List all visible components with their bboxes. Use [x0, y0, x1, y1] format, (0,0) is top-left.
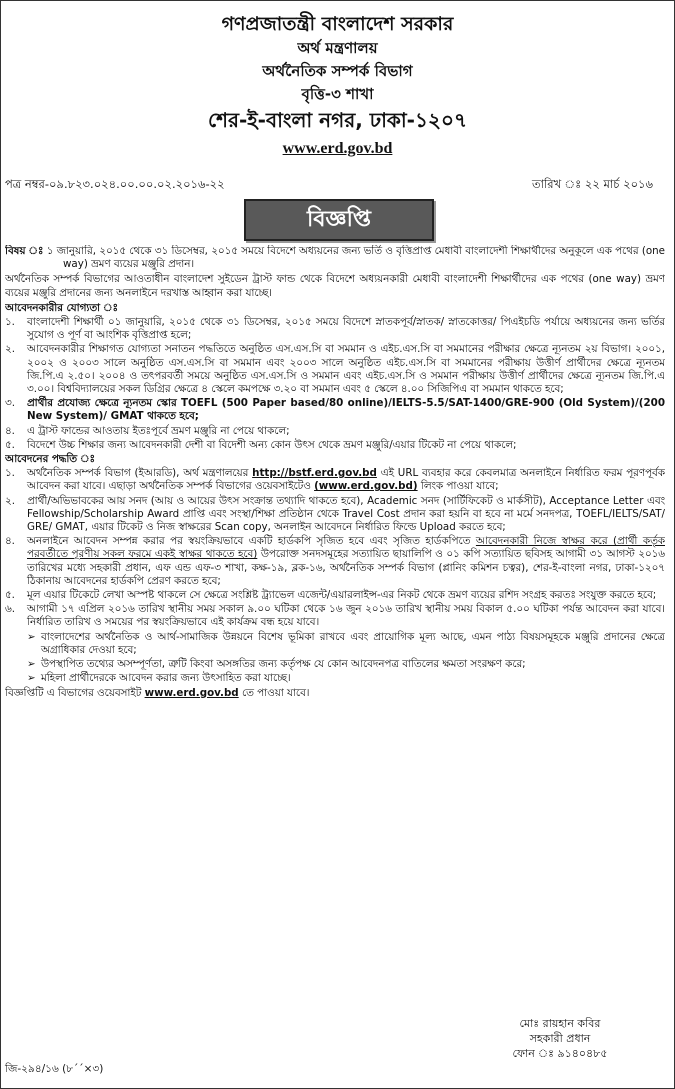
website-link[interactable]: www.erd.gov.bd: [282, 140, 393, 157]
item-text: এ ট্রাস্ট ফান্ডের আওতায় ইতঃপূর্বে ভ্রমণ মঞ্জুরি না পেয়ে থাকলে;: [27, 424, 290, 437]
item-text: প্রার্থীর প্রযোজ্য ক্ষেত্রে ন্যূনতম স্কোর TOEFL (500 Paper based/80 online)/IELTS-5.5/SAT-1400/GRE-900 (Old System)/(200 New System)/ GMAT থাকতে হবে;: [27, 397, 665, 423]
item-number: ৫.: [5, 438, 15, 451]
signatory-phone: ফোন ঃ ৯১৪০৪৮৫: [512, 1047, 608, 1060]
address: শের-ই-বাংলা নগর, ঢাকা-১২০৭: [208, 108, 467, 132]
item-text-part: অনলাইনে আবেদন সম্পন্ন করার পর স্বয়ংক্রিয়ভাবে একটি হার্ডকপি সৃজিত হবে এবং সৃজিত হার্ডকপিতে: [27, 535, 476, 548]
bullet-text: মহিলা প্রার্থীদেরকে আবেদন করার জন্য উৎসাহিত করা যাচ্ছে।: [41, 672, 291, 685]
item-text-part: অর্থনৈতিক সম্পর্ক বিভাগ (ইআরডি), অর্থ মন্ত্রণালয়ের: [27, 467, 253, 480]
procedure-item: [5, 467, 665, 493]
procedure-item: [5, 535, 665, 588]
subject-label: বিষয় ঃ: [5, 245, 44, 257]
item-number: ৩.: [5, 397, 15, 410]
signature-block: [470, 1016, 650, 1061]
closing-text: বিজ্ঞপ্তিটি এ বিভাগের ওয়েবসাইট: [5, 686, 145, 699]
arrow-bullet-icon: ➢: [27, 630, 36, 643]
procedure-item: [5, 603, 665, 629]
closing-website-link[interactable]: www.erd.gov.bd: [144, 686, 239, 699]
bullet-item: [27, 672, 665, 685]
arrow-bullet-icon: ➢: [27, 672, 36, 685]
eligibility-item: [5, 439, 665, 452]
subject-line: [5, 245, 665, 271]
eligibility-item: [5, 343, 665, 396]
item-number: ২.: [5, 343, 15, 356]
signatory-name: মোঃ রায়হান কবির: [519, 1017, 601, 1030]
item-text: [27, 467, 665, 493]
item-text: [27, 535, 665, 588]
item-text-part: উপরোক্ত সনদসমূহের সত্যায়িত ছায়ালিপি ও ০১ কপি সত্যায়িত ছবিসহ আগামী ৩১ আগস্ট ২০১৬ তারিখের মধ্যে সহকারী প্রধান, এফ এন্ড এফ-৩ শাখা, কক্ষ-১৯, ব্লক-১৬, অর্থনৈতিক সম্পর্ক বিভাগ (প্লানিং কমিশন চত্বর), শের-ই-বাংলা নগর, ঢাকা-১২০৭ ঠিকানায় আবেদনের হার্ডকপি প্রেরণ করতে হবে;: [27, 548, 665, 587]
bullet-text: বাংলাদেশের অর্থনৈতিক ও আর্থ-সামাজিক উন্নয়নে বিশেষ ভূমিকা রাখবে এবং প্রায়োগিক মূল্য আছে, এমন পাঠ্য বিষয়সমূহকে মঞ্জুরি প্রদানের ক্ষেত্রে অগ্রাধিকার দেওয়া হবে;: [41, 630, 665, 656]
item-text-part: এই URL ব্যবহার করে কেবলমাত্র অনলাইনে নির্ধারিত ফরম পূরণপূর্বক আবেদন করা যাবে। এছাড়া অর্থনৈতিক সম্পর্ক বিভাগের ওয়েবসাইটেও: [27, 467, 665, 493]
item-number: ২.: [5, 494, 15, 507]
item-number: ৪.: [5, 535, 15, 548]
subject-text: ১ জানুয়ারি, ২০১৫ থেকে ৩১ ডিসেম্বর, ২০১৫ সময়ে বিদেশে অধ্যয়নের জন্য ভর্তি ও বৃত্তিপ্রাপ্ত মেধাবী বাংলাদেশী শিক্ষার্থীদের অনুকূলে এক পথের (one way) ভ্রমণ ব্যয়ের মঞ্জুরি প্রদান।: [46, 245, 665, 271]
intro-paragraph: অর্থনৈতিক সম্পর্ক বিভাগের আওতাধীন বাংলাদেশ সুইডেন ট্রাস্ট ফান্ড থেকে বিদেশে অধ্যয়নকারী মেধাবী বাংলাদেশী শিক্ষার্থীদের এক পথের (one way) ভ্রমণ ব্যয়ের মঞ্জুরি প্রদানের জন্য অনলাইনে দরখাস্ত আহ্বান করা যাচ্ছে।: [5, 273, 665, 299]
memo-number: পত্র নম্বর-০৯.৮২৩.০২৪.০০.০০.০২.২০১৬-২২: [5, 177, 225, 191]
item-number: ৪.: [5, 424, 15, 437]
footer-code: জি-২৯৪/১৬ (৮´´×৩): [5, 1063, 104, 1075]
arrow-bullet-icon: ➢: [27, 658, 36, 671]
notice-date: তারিখ ঃ ২২ মার্চ ২০১৬: [532, 177, 653, 191]
eligibility-item: [5, 316, 665, 342]
item-text: প্রার্থী/অভিভাবকের আয় সনদ (আয় ও আয়ের উৎস সংক্রান্ত তথ্যাদি থাকতে হবে), Academic সনদ (সার্টিফিকেট ও মার্কসীট), Acceptance Letter এবং Fellowship/Scholarship Award প্রাপ্তি এবং সংস্থা/শিক্ষা প্রতিষ্ঠান থেকে Travel Cost প্রদান করা হয়নি বা হবে না মর্মে সনদপত্র, TOEFL/IELTS/SAT/ GRE/ GMAT, এয়ার টিকেট ও নিজ স্বাক্ষরের Scan copy, অনলাইন আবেদনে নির্ধারিত ফিল্ডে Upload করতে হবে;: [27, 494, 665, 534]
item-text-part: লিংক পাওয়া যাবে;: [417, 480, 499, 493]
item-number: ১.: [5, 316, 15, 329]
notice-banner: বিজ্ঞপ্তি: [244, 199, 434, 241]
signatory-designation: সহকারী প্রধান: [529, 1032, 591, 1045]
bullet-item: [27, 658, 665, 671]
bullet-item: [27, 631, 665, 657]
item-text: মূল এয়ার টিকেটে লেখা অস্পষ্ট থাকলে সে ক্ষেত্রে সংশ্লিষ্ট ট্র্যাভেল এজেন্ট/এয়ারলাইন্স-এর নিকট থেকে ভ্রমণ ব্যয়ের রশিদ সংগ্রহ করতঃ সংযুক্ত করতে হবে;: [27, 589, 657, 602]
eligibility-item: [5, 425, 665, 438]
eligibility-heading: আবেদনকারীর যোগ্যতা ঃ: [5, 301, 119, 314]
division-name: অর্থনৈতিক সম্পর্ক বিভাগ: [262, 62, 413, 80]
eligibility-item: [5, 397, 665, 423]
notice-body: [5, 245, 665, 1065]
item-number: ৬.: [5, 603, 15, 616]
govt-title: গণপ্রজাতন্ত্রী বাংলাদেশ সরকার: [221, 13, 454, 35]
closing-note: [5, 687, 665, 700]
item-text: আগামী ১৭ এপ্রিল ২০১৬ তারিখ স্থানীয় সময় সকাল ৯.০০ ঘটিকা থেকে ১৬ জুন ২০১৬ তারিখ স্থানীয় সময় বিকাল ৫.০০ ঘটিকা পর্যন্ত আবেদন করা যাবে। নির্ধারিত তারিখ ও সময়ের পর স্বয়ংক্রিয়ভাবে এই কার্যক্রম বন্ধ হয়ে যাবে।: [27, 603, 665, 629]
bullet-text: উপস্থাপিত তথ্যের অসম্পূর্ণতা, ত্রুটি কিংবা অসঙ্গতির জন্য কর্তৃপক্ষ যে কোন আবেদনপত্র বাতিলের ক্ষমতা সংরক্ষণ করে;: [41, 658, 526, 671]
item-text: বিদেশে উচ্চ শিক্ষার জন্য আবেদনকারী দেশী বা বিদেশী অন্য কোন উৎস থেকে ভ্রমণ মঞ্জুরি/এয়ার টিকেট না পেয়ে থাকলে;: [27, 438, 517, 451]
item-text: বাংলাদেশী শিক্ষার্থী ০১ জানুয়ারি, ২০১৫ থেকে ৩১ ডিসেম্বর, ২০১৫ সময়ে বিদেশে স্নাতকপূর্ব/স্নাতক/ স্নাতকোত্তর/ পিএইচডি পর্যায়ে অধ্যয়নের জন্য ভর্তির সুযোগ ও পূর্ণ বা আংশিক বৃত্তিপ্রাপ্ত হলে;: [27, 316, 665, 342]
erd-website-link[interactable]: (www.erd.gov.bd): [314, 480, 418, 493]
ministry-name: অর্থ মন্ত্রণালয়: [297, 39, 378, 57]
closing-text: তে পাওয়া যাবে।: [238, 686, 310, 699]
signature-requirement: আবেদনকারী নিজে স্বাক্ষর করে (প্রার্থী কর্তৃক পরবর্তীতে পূরণীয় সকল ফরমে একই স্বাক্ষর থাকতে হবে): [27, 535, 665, 561]
item-number: ৫.: [5, 589, 15, 602]
procedure-item: [5, 495, 665, 535]
branch-name: বৃত্তি-৩ শাখা: [301, 85, 374, 103]
bstf-url-link[interactable]: http://bstf.erd.gov.bd: [252, 467, 377, 480]
procedure-heading: আবেদনের পদ্ধতি ঃ: [5, 453, 96, 466]
procedure-item: [5, 589, 665, 602]
item-number: ১.: [5, 467, 15, 480]
item-text: আবেদনকারীর শিক্ষাগত যোগ্যতা সনাতন পদ্ধতিতে অনুষ্ঠিত এস.এস.সি বা সমমান ও এইচ.এস.সি বা সমমানের পরীক্ষার ক্ষেত্রে ন্যূনতম ২য় বিভাগ। ২০০১, ২০০২ ও ২০০৩ সালে অনুষ্ঠিত এস.এস.সি বা সমমান এবং ২০০৩ সালে অনুষ্ঠিত এইচ.এস.সি বা সমমানের পরীক্ষায় উত্তীর্ণ প্রার্থীদের ক্ষেত্রে ন্যূনতম জি.পি.এ ২.৫০। ২০০৪ ও তৎপরবর্তী সময়ে অনুষ্ঠিত এস.এস.সি ও সমমান এবং এইচ.এস.সি ও সমমান পরীক্ষায় উত্তীর্ণ প্রার্থীদের ক্ষেত্রে ন্যূনতম জি.পি.এ ৩.০০। বিশ্ববিদ্যালয়ের সকল ডিগ্রির ক্ষেত্রে ৪ স্কেলে কমপক্ষে ৩.২০ বা সমমান এবং ৫ স্কেলে ৪.০০ সিজিপিএ বা সমমান থাকতে হবে;: [27, 343, 665, 396]
